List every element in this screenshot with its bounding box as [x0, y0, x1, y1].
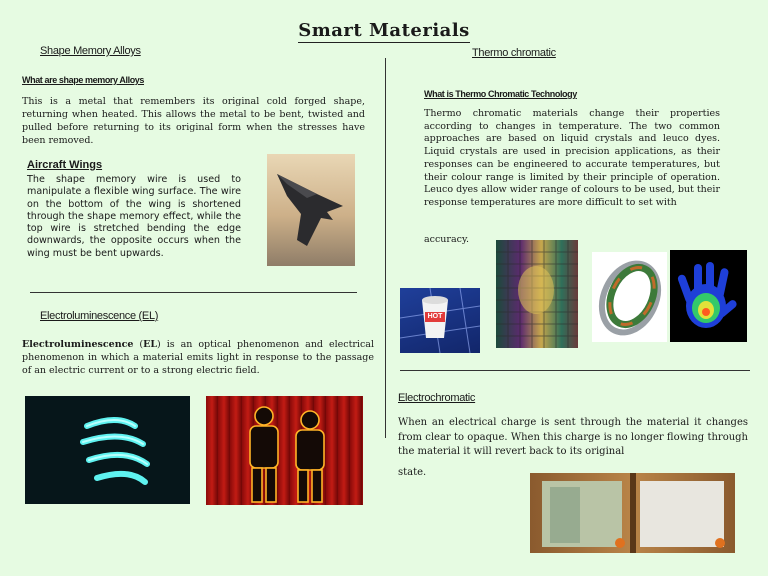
electrochromatic-body: When an electrical charge is sent through the material it changes from clear to opaque. When this charge is no longer flowing through the material it will revert back to its original	[398, 417, 748, 457]
cup-label: HOT	[427, 313, 443, 320]
shape-memory-body: This is a metal that remembers its original cold forged shape, returning when heated. This allows the metal to be bent, twisted and pulled before returning to its original form when the stresses have been removed.	[22, 96, 365, 146]
aircraft-wings-heading: Aircraft Wings	[27, 159, 103, 171]
column-divider	[385, 58, 386, 438]
electroluminescence-body: Electroluminescence (EL) is an optical phenomenon and electrical phenomenon in which a material emits light in response to the passage of an electric current or to a strong electric field.	[22, 339, 374, 376]
liquid-crystal-tiles-image	[496, 240, 578, 348]
shape-memory-heading: Shape Memory Alloys	[40, 45, 141, 57]
electrochromatic-body-tail: state.	[398, 467, 427, 478]
el-suits-image	[206, 396, 363, 505]
el-term: Electroluminescence	[22, 339, 134, 350]
hot-cup-image	[400, 288, 480, 353]
thermochromatic-heading: Thermo chromatic	[472, 47, 556, 59]
smart-glass-image	[530, 473, 735, 553]
thermochromatic-subheading: What is Thermo Chromatic Technology	[424, 89, 577, 99]
right-divider	[400, 370, 750, 371]
el-text: is an optical phenomenon and electrical phenomenon in which a material emits light in response to the passage of an electric current or to a strong electric field.	[22, 339, 374, 376]
stealth-aircraft-image	[267, 154, 355, 266]
thermal-hand-image	[670, 250, 747, 342]
aircraft-wings-body: The shape memory wire is used to manipulate a flexible wing surface. The wire on the bottom of the wing is shortened through the shape memory effect, while the top wire is stretched bending the edge downwards, the opposite occurs when the wing must be bent upwards.	[27, 174, 241, 259]
page-title: Smart Materials	[298, 20, 470, 41]
electroluminescence-heading: Electroluminescence (EL)	[40, 310, 159, 322]
shape-memory-subheading: What are shape memory Alloys	[22, 75, 145, 85]
mood-ring-image	[592, 252, 667, 342]
thermochromatic-body-tail: accuracy.	[424, 234, 470, 245]
electrochromatic-heading: Electrochromatic	[398, 392, 476, 404]
el-abbr: EL	[143, 339, 158, 350]
left-divider	[30, 292, 357, 293]
el-wire-image	[25, 396, 190, 504]
thermochromatic-body: Thermo chromatic materials change their properties according to changes in temperature. The two common approaches are based on liquid crystals and leuco dyes. Liquid crystals are used in precision applications, as their responses can be engineered to accurate temperatures, but their colour range is limited by their principle of operation. Leuco dyes allow wider range of colours to be used, but their response temperatures are more difficult to set with	[424, 108, 720, 208]
